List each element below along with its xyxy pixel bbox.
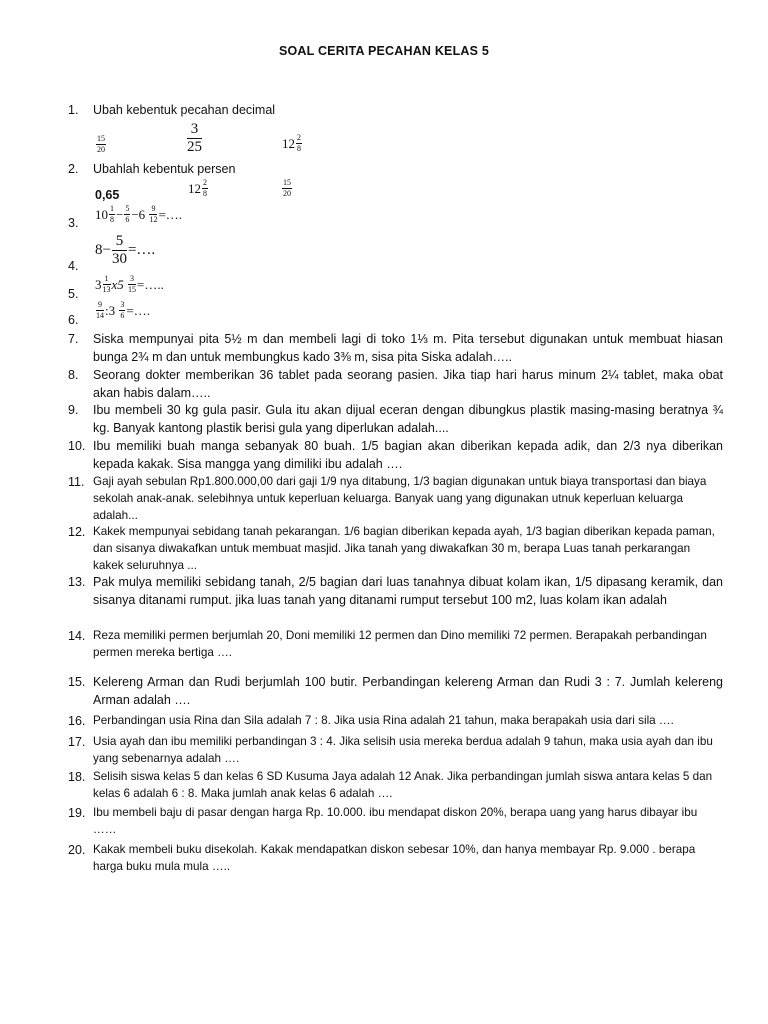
question-text: Seorang dokter memberikan 36 tablet pada seorang pasien. Jika tiap hari harus minum 2¼ tablet, maka obat akan habis dalam…..: [93, 368, 723, 400]
question-number: 11.: [68, 475, 85, 489]
question-number: 12.: [68, 525, 86, 539]
question-number: 1.: [68, 103, 79, 117]
question-text: Ibu memiliki buah manga sebanyak 80 buah. 1/5 bagian akan diberikan kepada adik, dan 2/3 nya diberikan kepada kakak. Sisa mangga yang dimiliki ibu adalah ….: [93, 439, 723, 471]
question-number: 4.: [68, 259, 79, 273]
question-number: 3.: [68, 216, 79, 230]
question-number: 2.: [68, 162, 79, 176]
question-number: 15.: [68, 675, 86, 689]
question-number: 17.: [68, 735, 86, 749]
question-text: Ibu membeli 30 kg gula pasir. Gula itu akan dijual eceran dengan dibungkus plastik masing-masing beratnya ¾ kg. Banyak kantong plastik berisi gula yang diperlukan adalah....: [93, 403, 723, 435]
question-number: 8.: [68, 368, 79, 382]
question-text: Reza memiliki permen berjumlah 20, Doni memiliki 12 permen dan Dino memiliki 72 permen. Berapakah perbandingan permen mereka bertiga ….: [93, 629, 707, 659]
fraction: $\frac{3}{25}$: [187, 121, 202, 155]
question-text: Ubah kebentuk pecahan decimal: [93, 103, 276, 117]
page-title: SOAL CERITA PECAHAN KELAS 5: [278, 44, 490, 58]
question-text: Pak mulya memiliki sebidang tanah, 2/5 bagian dari luas tanahnya dibuat kolam ikan, 1/5 dipasang keramik, dan sisanya ditanami rumput. jika luas tanah yang ditanami rumput tersebut 100 m2, luas kolam ikan adalah: [93, 575, 723, 607]
mixed-number: 12 $\frac{2}{8}$: [282, 133, 301, 153]
question-number: 18.: [68, 770, 86, 784]
question-number: 13.: [68, 575, 86, 589]
question-number: 5.: [68, 287, 79, 301]
math-expression: 3 $\frac{1}{13}$ x5 $\frac{3}{15}$ =…..: [95, 274, 164, 294]
question-text: Kelereng Arman dan Rudi berjumlah 100 butir. Perbandingan kelereng Arman dan Rudi 3 : 7. Jumlah kelereng Arman adalah ….: [93, 675, 723, 707]
question-number: 16.: [68, 714, 86, 728]
math-expression: 8− $\frac{5}{30}$ =….: [95, 233, 156, 267]
question-text: Perbandingan usia Rina dan Sila adalah 7 : 8. Jika usia Rina adalah 21 tahun, maka berapakah usia dari sila ….: [93, 714, 674, 727]
mixed-number: 12 $\frac{2}{8}$: [188, 178, 207, 198]
question-text: Usia ayah dan ibu memiliki perbandingan 3 : 4. Jika selisih usia mereka berdua adalah 9 tahun, maka usia ayah dan ibu yang sebenarnya adalah ….: [93, 735, 713, 765]
question-text: Kakak membeli buku disekolah. Kakak mendapatkan diskon sebesar 10%, dan hanya membayar Rp. 9.000 . berapa harga buku mula mula …..: [93, 843, 696, 873]
question-number: 19.: [68, 806, 86, 820]
math-expression: 10 $\frac{1}{8}$ − $\frac{5}{6}$ −6 $\frac{9}{12}$ =….: [95, 204, 183, 224]
question-text: Gaji ayah sebulan Rp1.800.000,00 dari gaji 1/9 nya ditabung, 1/3 bagian digunakan untuk biaya transportasi dan biaya sekolah anak-anak. selebihnya untuk keperluan keluarga. Banyak uang yang digunakan utnuk keperluan keluarga adalah...: [93, 475, 707, 522]
fraction: $\frac{15}{20}$: [283, 178, 291, 198]
fraction: $\frac{15}{20}$: [97, 134, 105, 154]
question-text: Selisih siswa kelas 5 dan kelas 6 SD Kusuma Jaya adalah 12 Anak. Jika perbandingan jumlah siswa antara kelas 5 dan kelas 6 adalah 6 : 8. Maka jumlah anak kelas 6 adalah ….: [93, 770, 713, 800]
question-number: 7.: [68, 332, 79, 346]
question-number: 6.: [68, 313, 79, 327]
question-text: Siska mempunyai pita 5½ m dan membeli lagi di toko 1⅓ m. Pita tersebut digunakan untuk membuat hiasan bunga 2¾ m dan untuk membungkus kado 3⅜ m, sisa pita Siska adalah…..: [93, 332, 723, 364]
question-number: 20.: [68, 843, 86, 857]
question-text: Ibu membeli baju di pasar dengan harga Rp. 10.000. ibu mendapat diskon 20%, berapa uang yang harus dibayar ibu ……: [93, 806, 698, 836]
question-text: Kakek mempunyai sebidang tanah pekarangan. 1/6 bagian diberikan kepada ayah, 1/3 bagian diberikan kepada paman, dan sisanya diwakafkan untuk membuat masjid. Jika tanah yang diwakafkan 30 m, berapa Luas tanah perkarangan kakek seluruhnya ...: [93, 525, 715, 572]
math-expression: $\frac{9}{14}$ :3 $\frac{3}{6}$ =….: [96, 300, 150, 320]
question-number: 9.: [68, 403, 79, 417]
question-number: 14.: [68, 629, 86, 643]
question-text: Ubahlah kebentuk persen: [93, 162, 236, 176]
question-number: 10.: [68, 439, 86, 453]
decimal-value: 0,65: [95, 188, 120, 202]
